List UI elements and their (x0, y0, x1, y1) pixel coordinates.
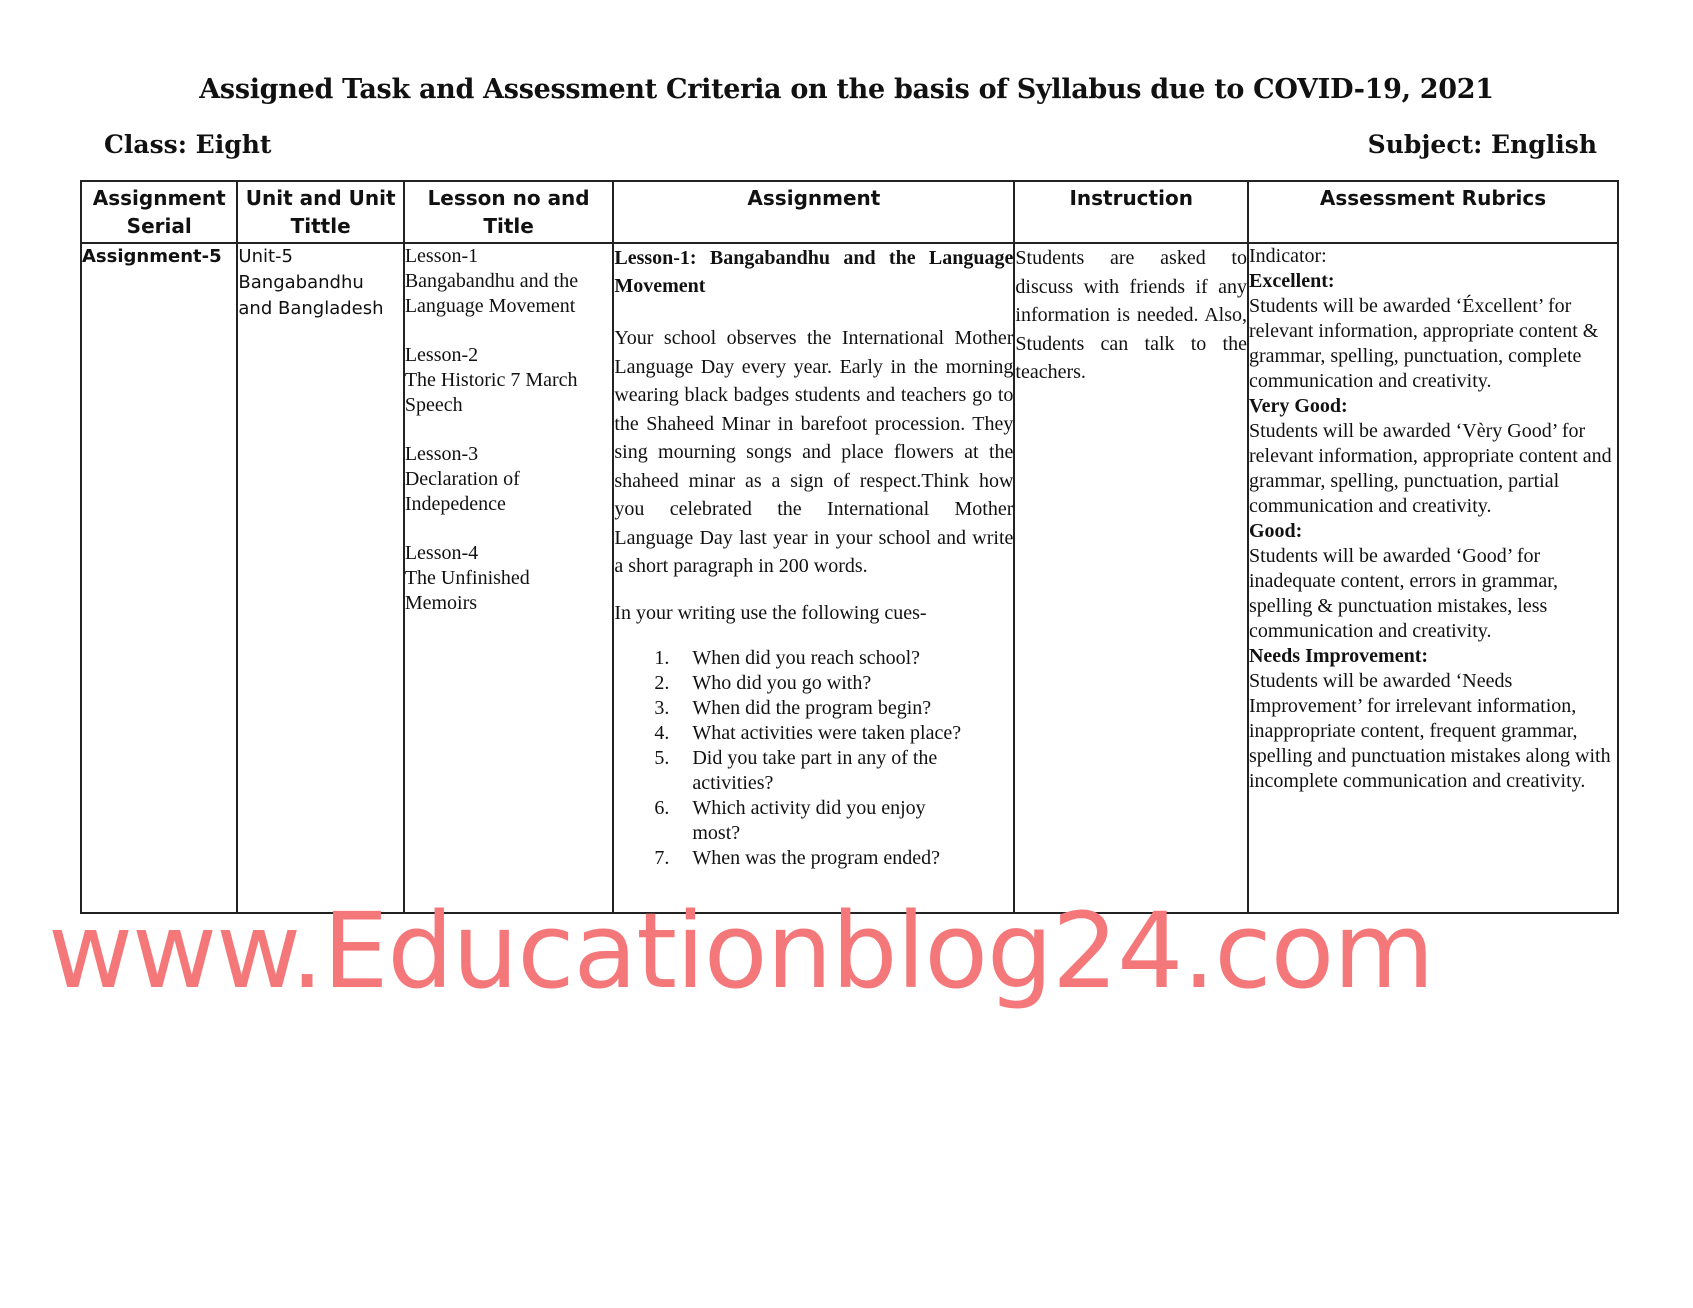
list-item (654, 696, 1013, 721)
rubric-level-text: Students will be awarded ‘Vèry Good’ for relevant information, appropriate content and grammar, spelling, punctuation, partial communication and creativity. (1248, 420, 1612, 517)
cue-text: When did the program begin? (692, 696, 932, 719)
rubric-level-label: Good: (1248, 520, 1303, 542)
cue-number: 5. (654, 746, 670, 769)
list-item (654, 846, 1013, 871)
list-item (654, 746, 1013, 796)
page-title: Assigned Task and Assessment Criteria on the basis of Syllabus due to COVID-19, 2021 (199, 74, 1494, 105)
unit-cell (237, 243, 403, 913)
rubrics-cell (1248, 243, 1618, 913)
cue-number: 2. (654, 671, 670, 694)
instruction-text: Students are asked to discuss with friends if any information is needed. Also, Students can talk to the teachers. (1015, 247, 1247, 383)
list-item (654, 796, 1013, 846)
lesson-number: Lesson-2 (404, 344, 479, 366)
lesson-number: Lesson-1 (404, 245, 479, 267)
assignment-title: Lesson-1: Bangabandhu and the Language Movement (614, 247, 1014, 297)
cue-number: 3. (654, 696, 670, 719)
lesson-title: The Historic 7 March Speech (404, 369, 578, 416)
rubric-level-label: Very Good: (1248, 395, 1348, 417)
assignment-serial: Assignment-5 (82, 246, 222, 267)
lesson-title: Bangabandhu and the Language Movement (404, 270, 579, 317)
unit-number: Unit-5 (238, 246, 293, 267)
table-header-row (81, 181, 1618, 243)
assignment-cell (613, 243, 1014, 913)
cue-text: When did you reach school? (692, 646, 921, 669)
lesson-title: The Unfinished Memoirs (404, 567, 530, 614)
cue-text: Who did you go with? (692, 671, 872, 694)
lessons-cell (404, 243, 614, 913)
cue-text: Which activity did you enjoy most? (692, 796, 926, 844)
header-lesson-title: Lesson no and Title (404, 181, 614, 243)
lesson-item (405, 442, 613, 517)
lesson-item (405, 244, 613, 319)
cue-intro: In your writing use the following cues- (614, 601, 927, 624)
table-row (81, 243, 1618, 913)
header-assessment-rubrics: Assessment Rubrics (1248, 181, 1618, 243)
cue-text: What activities were taken place? (692, 721, 962, 744)
rubric-indicator: Indicator: (1248, 245, 1327, 267)
rubric-level-text: Students will be awarded ‘Good’ for inadequate content, errors in grammar, spelling & punctuation mistakes, less communication and creativity. (1248, 545, 1559, 642)
rubric-level-label: Excellent: (1248, 270, 1335, 292)
assignment-table (80, 180, 1619, 914)
lesson-number: Lesson-3 (404, 443, 479, 465)
cue-number: 1. (654, 646, 670, 669)
assignment-paragraph: Your school observes the International Mother Language Day every year. Early in the morning wearing black badges students and teachers go to the Shaheed Minar in barefoot procession. They sing mourning songs and place flowers at the shaheed minar as a sign of respect.Think how you celebrated the International Mother Language Day last year in your school and write a short paragraph in 200 words. (614, 327, 1014, 577)
rubric-level-text: Students will be awarded ‘Éxcellent’ for relevant information, appropriate content & grammar, spelling, punctuation, complete communication and creativity. (1248, 295, 1599, 392)
rubric-level-text: Students will be awarded ‘Needs Improvement’ for irrelevant information, inappropriate content, frequent grammar, spelling and punctuation mistakes along with incomplete communication and creativity. (1248, 670, 1611, 792)
cue-number: 7. (654, 846, 670, 869)
header-unit-title: Unit and Unit Tittle (237, 181, 403, 243)
lesson-item (405, 343, 613, 418)
cue-list (614, 646, 1013, 871)
header-instruction: Instruction (1014, 181, 1248, 243)
lesson-number: Lesson-4 (404, 542, 479, 564)
cue-number: 6. (654, 796, 670, 819)
lesson-item (405, 541, 613, 616)
list-item (654, 671, 1013, 696)
cue-number: 4. (654, 721, 670, 744)
header-assignment: Assignment (613, 181, 1014, 243)
lesson-title: Declaration of Indepedence (404, 468, 520, 515)
list-item (654, 721, 1013, 746)
rubric-level-label: Needs Improvement: (1248, 645, 1429, 667)
instruction-cell (1014, 243, 1248, 913)
header-assignment-serial: Assignment Serial (81, 181, 237, 243)
list-item (654, 646, 1013, 671)
watermark: www.Educationblog24.com (48, 890, 1434, 1012)
assignment-serial-cell (81, 243, 237, 913)
cue-text: When was the program ended? (692, 846, 941, 869)
unit-title: Bangabandhu and Bangladesh (238, 272, 384, 319)
class-label: Class: Eight (104, 130, 272, 159)
subject-label: Subject: English (1367, 130, 1597, 159)
cue-text: Did you take part in any of the activities? (692, 746, 938, 794)
